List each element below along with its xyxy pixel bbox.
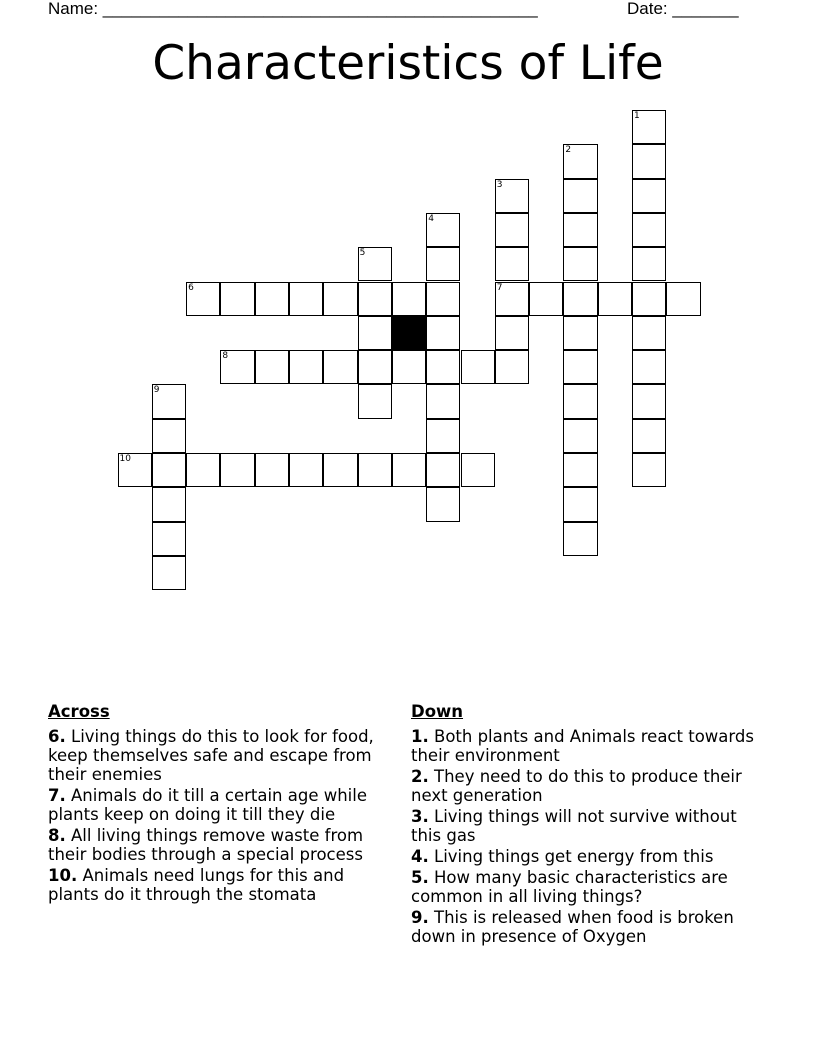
clue-text: How many basic characteristics are common in all living things? [411,868,728,906]
clue-text: This is released when food is broken down in presence of Oxygen [411,908,734,946]
crossword-cell[interactable] [152,522,186,556]
crossword-cell[interactable] [426,213,460,247]
crossword-cell[interactable] [186,453,220,487]
crossword-cell[interactable] [495,282,529,316]
clue-text: Both plants and Animals react towards their environment [411,727,754,765]
crossword-cell[interactable] [632,316,666,350]
crossword-cell[interactable] [495,350,529,384]
crossword-cell[interactable] [461,453,495,487]
crossword-cell[interactable] [323,453,357,487]
crossword-cell[interactable] [392,350,426,384]
crossword-cell[interactable] [563,453,597,487]
crossword-cell[interactable] [632,213,666,247]
crossword-cell[interactable] [632,110,666,144]
crossword-cell[interactable] [289,282,323,316]
crossword-cell[interactable] [632,179,666,213]
clue-across-10 [48,866,398,904]
crossword-cell[interactable] [666,282,700,316]
crossword-cell[interactable] [495,316,529,350]
crossword-cell[interactable] [255,282,289,316]
cell-number: 10 [119,454,131,464]
crossword-cell[interactable] [461,350,495,384]
crossword-cell[interactable] [563,282,597,316]
crossword-cell[interactable] [426,247,460,281]
crossword-cell[interactable] [632,384,666,418]
crossword-cell[interactable] [358,453,392,487]
clue-across-7 [48,786,398,824]
crossword-cell[interactable] [563,384,597,418]
crossword-cell[interactable] [152,419,186,453]
clue-down-1 [411,727,761,765]
crossword-cell[interactable] [426,316,460,350]
crossword-cell[interactable] [255,350,289,384]
crossword-cell[interactable] [563,144,597,178]
clue-number: 4. [411,847,429,866]
clue-down-3 [411,807,761,845]
clue-number: 8. [48,826,66,845]
crossword-cell[interactable] [186,282,220,316]
clue-number: 5. [411,868,429,887]
crossword-cell[interactable] [392,282,426,316]
cell-number: 9 [153,385,160,396]
crossword-cell[interactable] [358,247,392,281]
cell-number: 4 [428,213,434,224]
cell-number: 5 [359,248,366,259]
clue-text: Animals need lungs for this and plants do it through the stomata [48,866,345,904]
crossword-cell[interactable] [632,144,666,178]
crossword-cell[interactable] [152,487,186,521]
crossword-cell[interactable] [152,384,186,418]
crossword-cell[interactable] [426,487,460,521]
black-square [392,316,426,350]
crossword-cell[interactable] [563,487,597,521]
cell-number: 2 [565,145,572,156]
cell-number: 1 [634,111,640,121]
clue-down-4 [411,847,761,866]
crossword-cell[interactable] [632,247,666,281]
cell-number: 3 [496,179,503,190]
crossword-cell[interactable] [152,556,186,590]
crossword-cell[interactable] [358,384,392,418]
cell-number: 8 [222,351,229,362]
crossword-cell[interactable] [563,419,597,453]
crossword-cell[interactable] [529,282,563,316]
crossword-cell[interactable] [563,179,597,213]
clue-text: All living things remove waste from their bodies through a special process [48,826,364,864]
clue-number: 1. [411,727,429,746]
crossword-cell[interactable] [220,282,254,316]
crossword-cell[interactable] [426,453,460,487]
crossword-cell[interactable] [392,453,426,487]
crossword-cell[interactable] [632,419,666,453]
clue-text: Living things do this to look for food, keep themselves safe and escape from their enemies [48,727,374,784]
clue-across-6 [48,727,398,784]
clue-number: 2. [411,767,429,786]
crossword-cell[interactable] [289,453,323,487]
down-clues [411,702,761,948]
clue-text: They need to do this to produce their next generation [411,767,742,805]
crossword-cell[interactable] [495,247,529,281]
crossword-cell[interactable] [323,350,357,384]
crossword-cell[interactable] [220,453,254,487]
crossword-cell[interactable] [426,282,460,316]
crossword-cell[interactable] [426,384,460,418]
crossword-cell[interactable] [220,350,254,384]
crossword-cell[interactable] [289,350,323,384]
clue-number: 6. [48,727,66,746]
crossword-cell[interactable] [495,179,529,213]
crossword-cell[interactable] [255,453,289,487]
crossword-cell[interactable] [426,419,460,453]
crossword-cell[interactable] [563,350,597,384]
crossword-cell[interactable] [358,350,392,384]
clue-number: 10. [48,866,78,885]
crossword-cell[interactable] [563,213,597,247]
crossword-cell[interactable] [323,282,357,316]
crossword-cell[interactable] [426,350,460,384]
crossword-cell[interactable] [632,453,666,487]
clue-text: Living things get energy from this [434,847,714,866]
name-field-line: Name: ______________________________________________ [48,0,538,18]
crossword-cell[interactable] [495,213,529,247]
crossword-cell[interactable] [563,316,597,350]
page-title: Characteristics of Life [152,36,664,91]
crossword-cell[interactable] [632,350,666,384]
crossword-cell[interactable] [358,316,392,350]
crossword-cell[interactable] [563,522,597,556]
clue-number: 3. [411,807,429,826]
across-clues [48,702,398,906]
down-heading: Down [411,702,464,721]
clue-number: 7. [48,786,66,805]
crossword-cell[interactable] [632,282,666,316]
crossword-cell[interactable] [152,453,186,487]
crossword-cell[interactable] [358,282,392,316]
clue-down-5 [411,868,761,906]
crossword-cell[interactable] [598,282,632,316]
crossword-cell[interactable] [118,453,152,487]
cell-number: 6 [188,282,194,293]
clue-across-8 [48,826,398,864]
crossword-cell[interactable] [563,247,597,281]
clue-text: Living things will not survive without this gas [411,807,737,845]
clue-text: Animals do it till a certain age while plants keep on doing it till they die [48,786,368,824]
clue-number: 9. [411,908,429,927]
clue-down-2 [411,767,761,805]
clue-down-9 [411,908,761,946]
date-field-line: Date: _______ [627,0,739,18]
across-heading: Across [48,702,110,721]
cell-number: 7 [496,282,503,293]
